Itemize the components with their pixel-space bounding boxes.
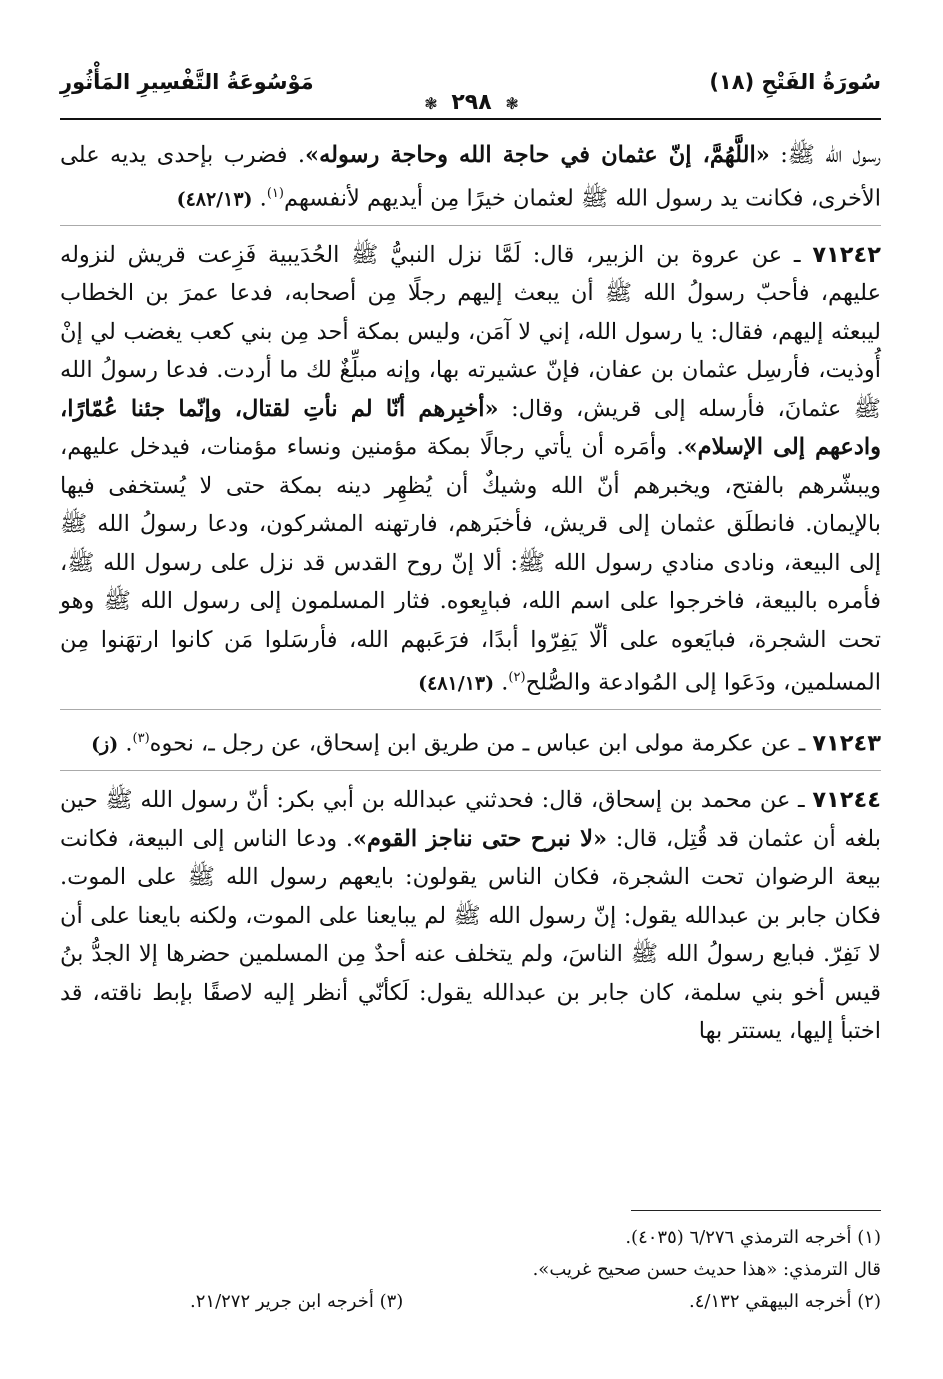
text-run: . وأمَره أن يأتي رجالًا بمكة مؤمنين ونساء مؤمنات، فيدخل عليهم، ويبشّرهم بالفتح، ويخبرهم أنّ الله وشيكٌ أن يُظهِر دينه بمكة حتى لا يُستخفى فيها بالإيمان. فانطلَق عثمان إلى قريش، فأخبَرهم، فارتهنه المشركون، ودعا رسولُ الله ﷺ إلى البيعة، ونادى منادي رسول الله ﷺ: ألا إنّ روح القدس قد نزل على رسول الله ﷺ، فأمره بالبيعة، فاخرجوا على اسم الله، فبايِعوه. فثار المسلمون إلى رسول الله ﷺ وهو تحت الشجرة، فبايَعوه على ألّا يَفِرّوا أبدًا، فرَعَبهم الله، فأرسَلوا مَن كانوا ارتهَنوا مِن المسلمين، ودَعَوا إلى المُوادعة والصُّلح [60, 434, 881, 696]
text-run: . ودعا الناس إلى البيعة، فكانت بيعة الرضوان تحت الشجرة، فكان الناس يقولون: بايعهم رسول الله ﷺ على الموت. فكان جابر بن عبدالله يقول: إنّ رسول الله ﷺ لم يبايعنا على الموت، ولكنه بايعنا على أن لا نَفِرّ. فبايع رسولُ الله ﷺ الناسَ، ولم يتخلف عنه أحدٌ مِن المسلمين حضرها إلا الجدُّ بنُ قيس أخو بني سلمة، كان جابر بن عبدالله يقول: لَكأنّي أنظر إليه لاصقًا بإبط ناقته، قد اختبأ إليها، يستتر بها [60, 825, 881, 1044]
volume-reference: (ز) [91, 733, 119, 756]
entry-number: ٧١٢٤٣ [812, 730, 881, 757]
text-run: . [252, 185, 267, 211]
footnote-row [60, 1286, 881, 1318]
surah-title: سُورَةُ الفَتْحِ (١٨) [709, 70, 881, 94]
book-title: مَوْسُوعَةُ التَّفْسِيرِ المَأْثُورِ [60, 70, 314, 94]
page-number: ٢٩٨ [451, 90, 492, 115]
hadith-quote: «أخبِرهم أنّا لم نأتِ لقتال، وإنّما جئنا عُمّارًا، وادعهم إلى الإسلام» [60, 395, 881, 460]
entry-number: ٧١٢٤٢ [812, 241, 881, 268]
paragraph-continuation [60, 136, 881, 219]
footnote-3: (٣) أخرجه ابن جرير ٢١/٢٧٢. [190, 1291, 404, 1312]
page-number-line [0, 90, 943, 115]
footnote-rule [631, 1210, 881, 1211]
volume-reference: (٤٨١/١٣) [418, 672, 495, 695]
hadith-quote: «اللَّهُمَّ، إنّ عثمان في حاجة الله وحاجة رسوله» [305, 142, 770, 168]
entry-71244 [60, 781, 881, 1051]
header-rule [60, 118, 881, 120]
volume-reference: (٤٨٢/١٣) [176, 188, 253, 210]
entry-71242 [60, 236, 881, 704]
footnotes [60, 1222, 881, 1318]
footnote-marker: (١) [266, 185, 284, 201]
entry-separator [60, 770, 881, 771]
ornament-icon: ❃ [424, 94, 438, 113]
entry-71243 [60, 720, 881, 764]
footnote-marker: (٣) [132, 731, 150, 746]
footnote-2: (٢) أخرجه البيهقي ٤/١٣٢. [689, 1291, 881, 1312]
ornament-icon: ❃ [505, 94, 519, 113]
main-text [60, 136, 881, 1057]
hadith-quote: «لا نبرح حتى نناجز القوم» [352, 825, 608, 852]
text-run: . [118, 730, 133, 757]
text-run: ـ عن محمد بن إسحاق، قال: فحدثني عبدالله بن أبي بكر: أنّ رسول الله ﷺ حين بلغه أن عثمان قد قُتِل، قال: [60, 787, 881, 852]
footnote-1-note: قال الترمذي: «هذا حديث حسن صحيح غريب». [532, 1259, 881, 1280]
text-run: ـ عن عكرمة مولى ابن عباس ـ من طريق ابن إسحاق، عن رجل ـ، نحوه [149, 730, 813, 757]
entry-separator [60, 225, 881, 226]
entry-separator [60, 709, 881, 710]
footnote-1: (١) أخرجه الترمذي ٦/٢٧٦ (٤٠٣٥). [625, 1227, 881, 1248]
text-run: رسول الله ﷺ: [769, 142, 881, 168]
footnote-marker: (٢) [508, 670, 526, 685]
text-run: ـ عن عروة بن الزبير، قال: لَمَّا نزل النبيُّ ﷺ الحُدَيبية فَزِعت قريش لنزوله عليهم، فأحبّ رسولُ الله ﷺ أن يبعث إليهم رجلًا مِن أصحابه، فدعا عمرَ بن الخطاب ليبعثه إليهم، فقال: يا رسول الله، إني لا آمَن، وليس بمكة أحد مِن بني كعب يغضب لي إنْ أُوذيت، فأرسِل عثمان بن عفان، فإنّ عشيرته بها، وإنه مبلِّغٌ لك ما أردت. فدعا رسولُ الله ﷺ عثمانَ، فأرسله إلى قريش، وقال: [60, 241, 882, 422]
text-run: . [494, 669, 509, 696]
text-run: . فضرب بإحدى يديه على الأخرى، فكانت يد رسول الله ﷺ لعثمان خيرًا مِن أيديهم لأنفسهم [60, 142, 881, 211]
entry-number: ٧١٢٤٤ [812, 787, 881, 813]
